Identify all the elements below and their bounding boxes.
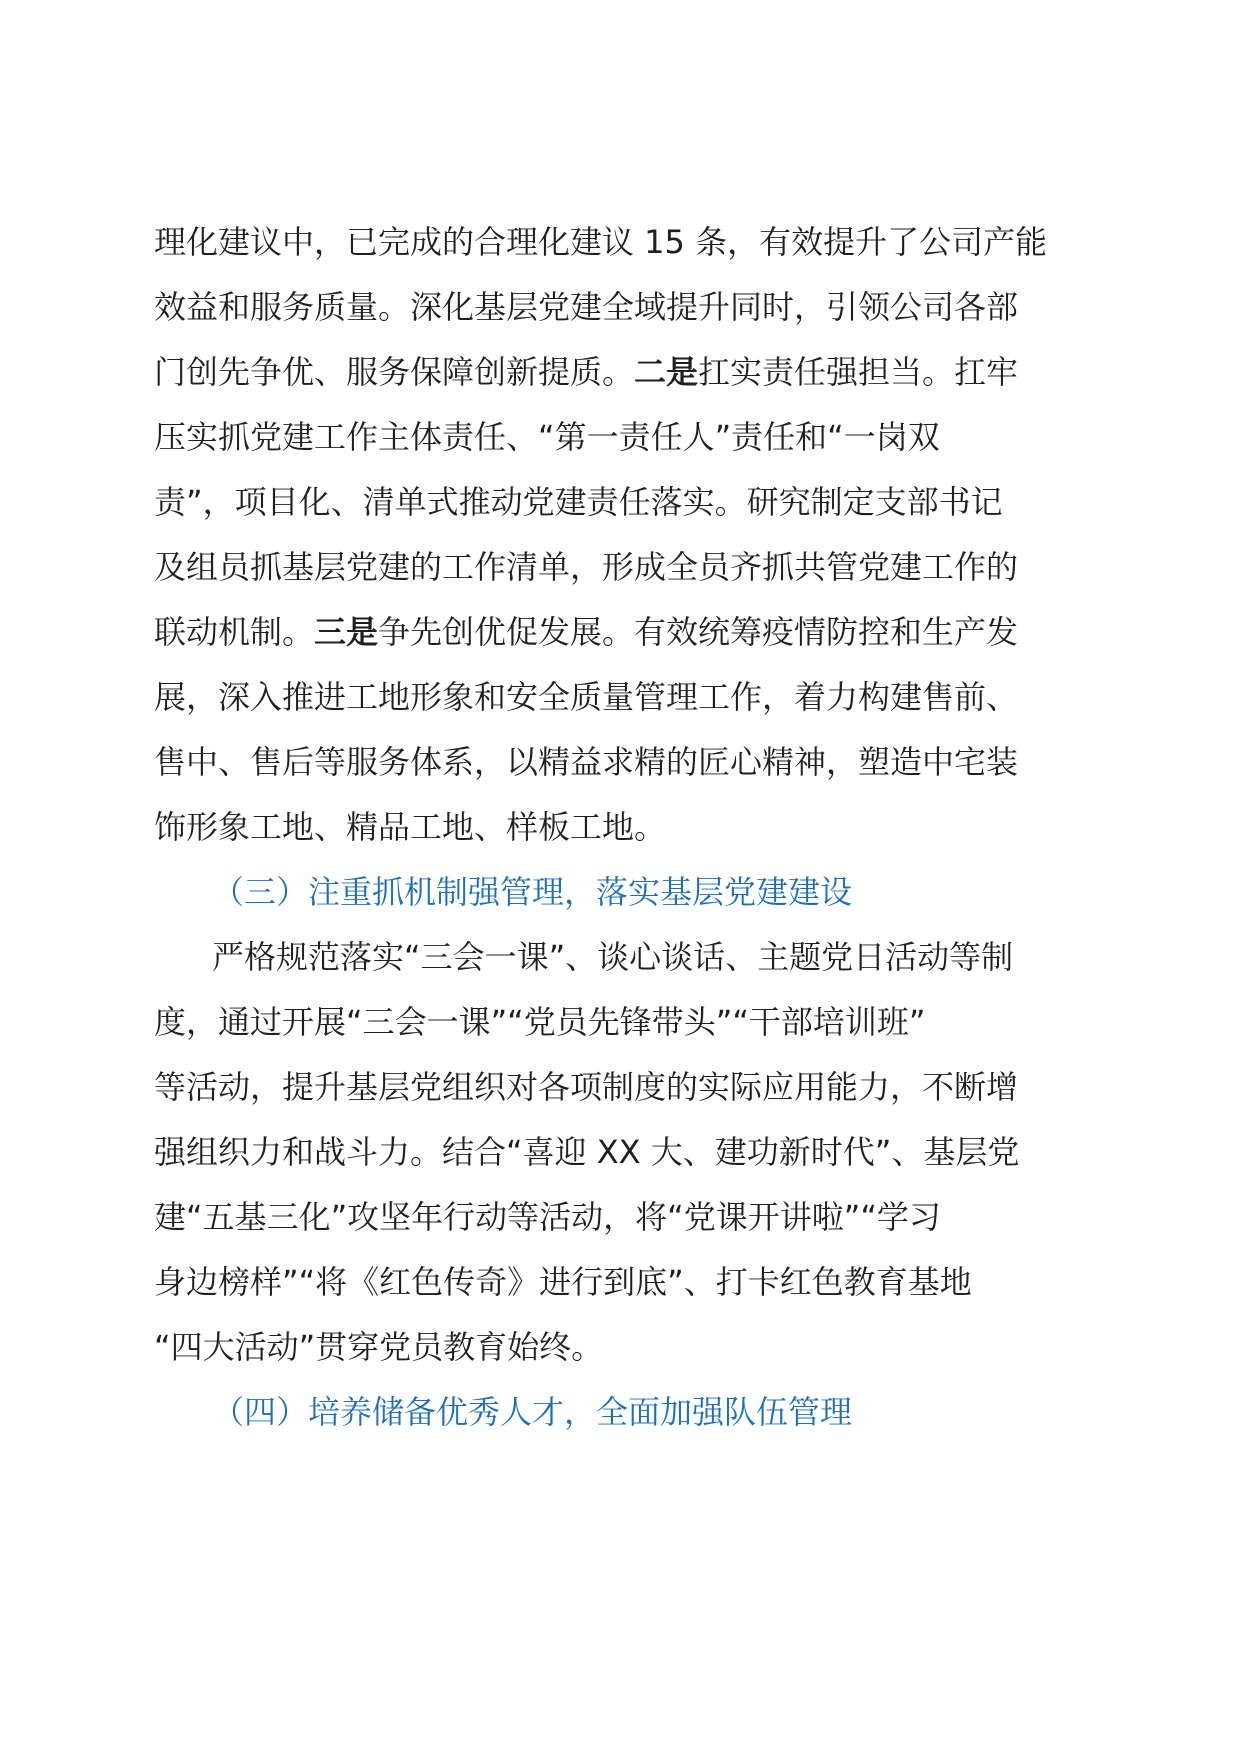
paragraph-line: 严格规范落实“三会一课”、谈心谈话、主题党日活动等制 [212,938,1014,976]
paragraph-line: 强组织力和战斗力。结合“喜迎 XX 大、建功新时代”、基层党 [154,1133,1020,1171]
paragraph-line [154,340,1094,405]
bold-marker-third: 三是 [314,613,379,651]
paragraph-line: 效益和服务质量。深化基层党建全域提升同时，引领公司各部 [154,288,1019,326]
paragraph-line: 等活动，提升基层党组织对各项制度的实际应用能力，不断增 [154,1068,1019,1106]
text-run: 扛实责任强担当。扛牢 [698,353,1019,391]
text-run: 联动机制。 [154,613,315,651]
paragraph-line: 饰形象工地、精品工地、样板工地。 [154,808,667,846]
paragraph-line: 压实抓党建工作主体责任、“第一责任人”责任和“一岗双 [154,418,940,456]
text-run: 门创先争优、服务保障创新提质。 [154,353,635,391]
text-run: 争先创优促发展。有效统筹疫情防控和生产发 [378,613,1019,651]
section-heading-3: （三）注重抓机制强管理，落实基层党建建设 [212,873,853,911]
document-body [154,210,1094,1445]
paragraph-line: “四大活动”贯穿党员教育始终。 [154,1328,604,1366]
paragraph-line: 售中、售后等服务体系，以精益求精的匠心精神，塑造中宅装 [154,743,1019,781]
paragraph-line: 责”，项目化、清单式推动党建责任落实。研究制定支部书记 [154,483,1003,521]
section-heading-4: （四）培养储备优秀人才，全面加强队伍管理 [212,1393,853,1431]
paragraph-line: 展，深入推进工地形象和安全质量管理工作，着力构建售前、 [154,678,1019,716]
paragraph-line: 及组员抓基层党建的工作清单，形成全员齐抓共管党建工作的 [154,548,1019,586]
paragraph-1 [154,210,1094,860]
paragraph-line: 身边榜样”“将《红色传奇》进行到底”、打卡红色教育基地 [154,1263,972,1301]
paragraph-line [154,600,1094,665]
paragraph-2 [154,925,1094,1380]
paragraph-line: 度，通过开展“三会一课”“党员先锋带头”“干部培训班” [154,1003,926,1041]
paragraph-line: 理化建议中，已完成的合理化建议 15 条，有效提升了公司产能 [154,223,1048,261]
paragraph-line: 建“五基三化”攻坚年行动等活动，将“党课开讲啦”“学习 [154,1198,941,1236]
bold-marker-second: 二是 [634,353,699,391]
